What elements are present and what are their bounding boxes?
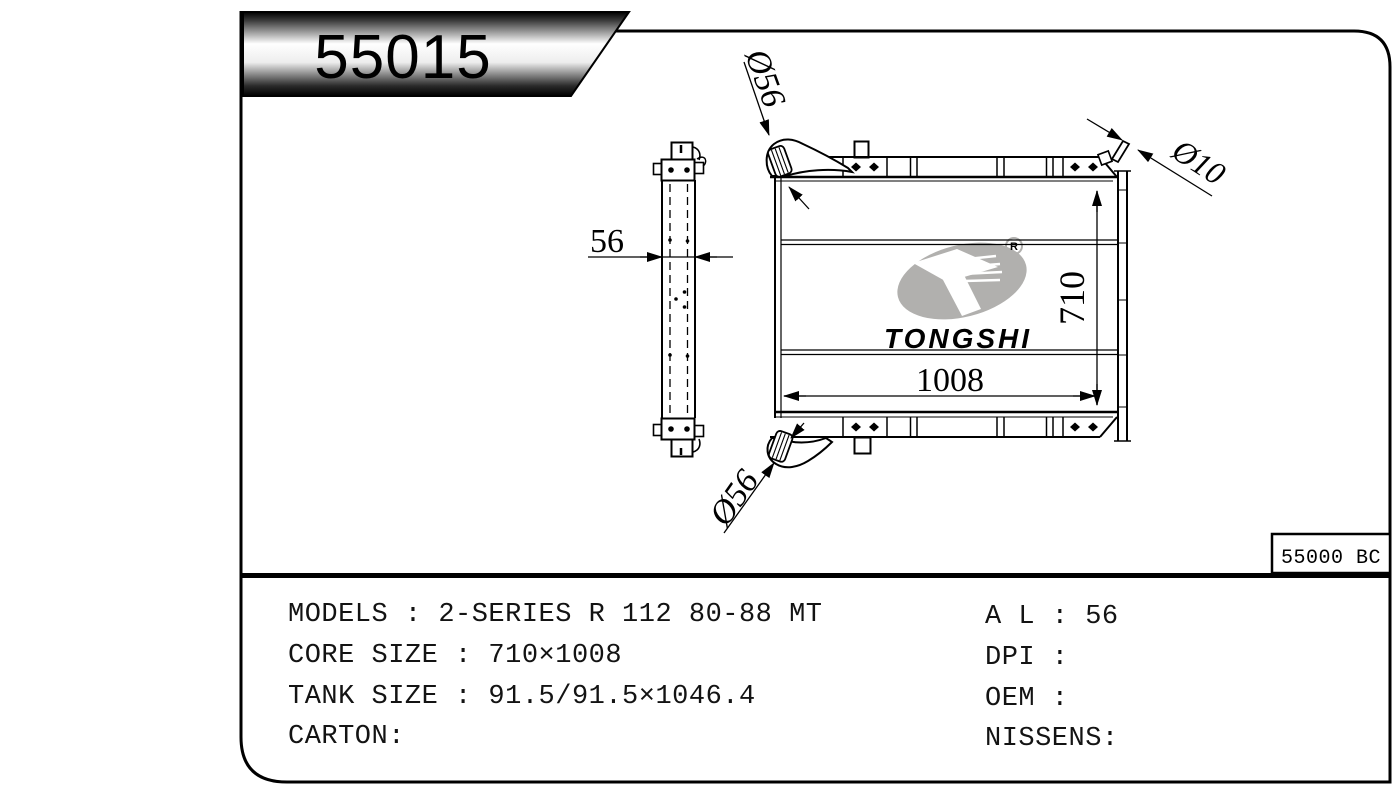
dim-outlet-diameter: Ø56	[702, 463, 767, 533]
inlet-pipe-elbow	[767, 139, 852, 177]
side-channel-ticks	[1118, 190, 1127, 407]
spec-carton: CARTON:	[288, 722, 405, 752]
overflow-nipple	[1098, 141, 1129, 165]
outlet-pipe-elbow	[767, 430, 832, 467]
stamp-box	[1272, 534, 1390, 573]
filler-neck	[855, 142, 869, 158]
dim-mount-hole-diameter: Ø10	[1166, 131, 1232, 192]
drain-stub	[855, 438, 871, 454]
part-number: 55015	[314, 23, 492, 92]
mount-holes-top	[851, 163, 1098, 172]
spec-dpi: DPI :	[985, 643, 1069, 673]
mount-holes-bottom	[851, 423, 1098, 432]
spec-tank-size: TANK SIZE : 91.5/91.5×1046.4	[288, 682, 756, 712]
spec-models: MODELS : 2-SERIES R 112 80-88 MT	[288, 600, 823, 630]
side-view-rivets	[668, 238, 689, 358]
brand-logo	[884, 230, 1035, 354]
registered-mark: R	[1010, 241, 1018, 253]
stamp-code: 55000 BC	[1281, 547, 1382, 570]
spec-core-size: CORE SIZE : 710×1008	[288, 641, 623, 671]
dim-inlet-diameter: Ø56	[737, 44, 793, 113]
spec-al: A L : 56	[985, 602, 1119, 632]
dim-core-height: 710	[1052, 271, 1092, 325]
part-number-banner	[243, 12, 629, 96]
spec-nissens: NISSENS:	[985, 724, 1119, 754]
brand-logo-text: TONGSHI	[883, 323, 1033, 354]
spec-oem: OEM :	[985, 684, 1069, 714]
dim-core-width: 1008	[916, 362, 984, 399]
dim-side-thickness: 56	[590, 223, 624, 260]
radiator-side-view	[654, 143, 706, 457]
